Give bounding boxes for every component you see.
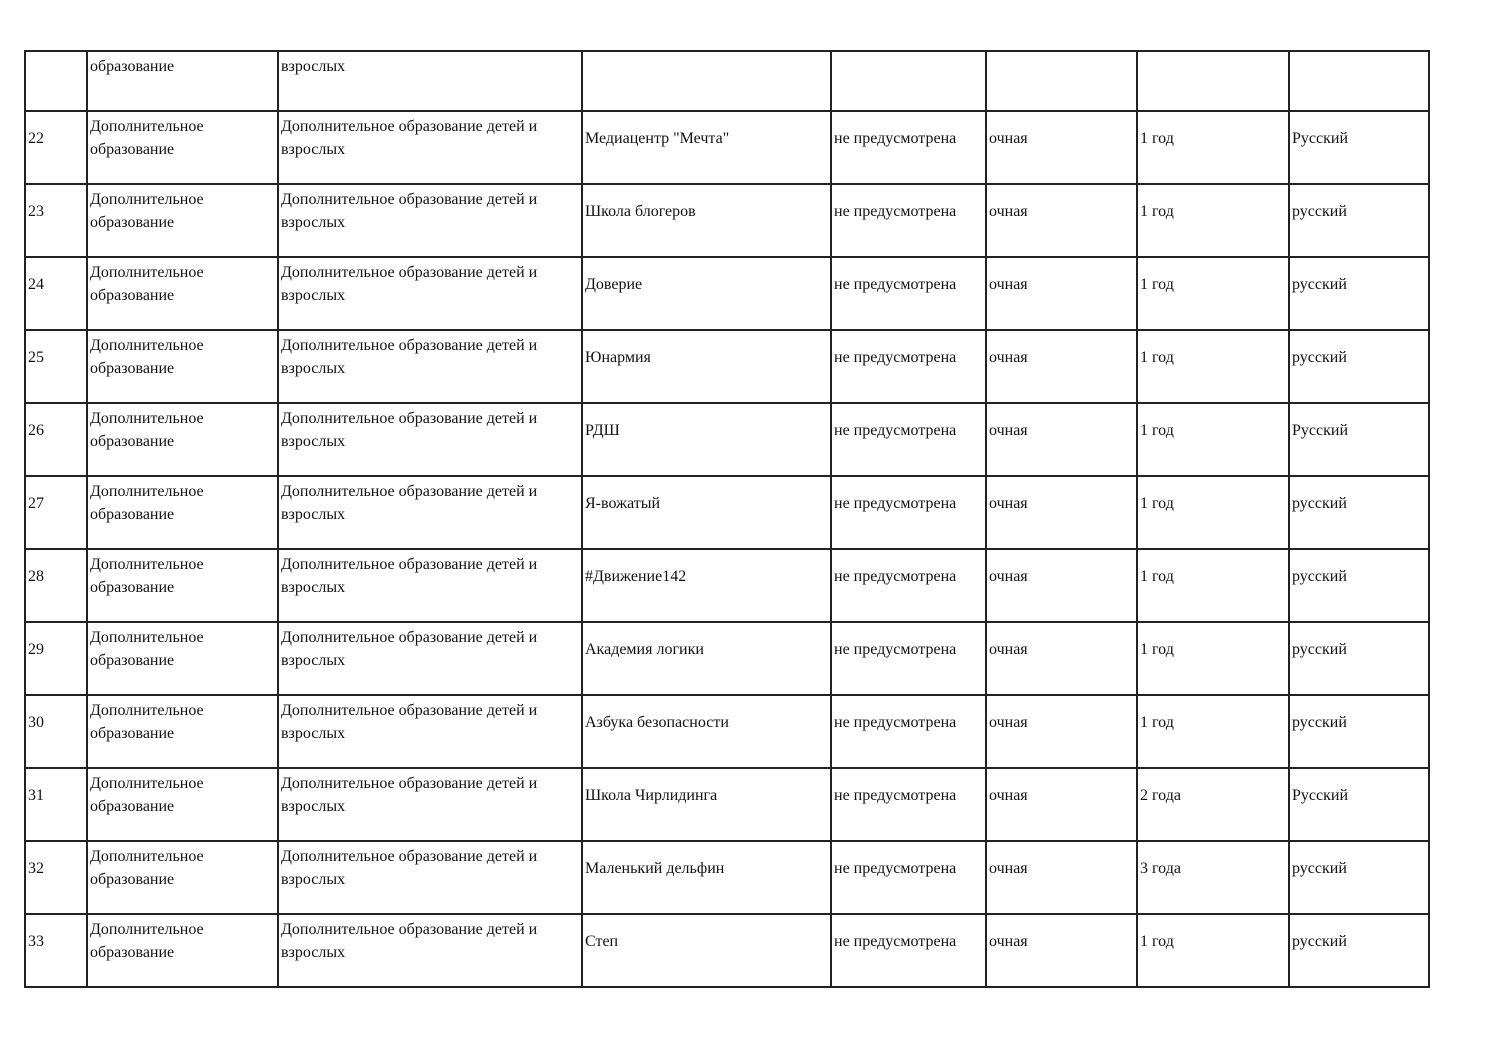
cell-number bbox=[25, 403, 87, 476]
cell-language bbox=[1289, 549, 1429, 622]
cell-program bbox=[582, 768, 831, 841]
cell-education-type: Дополнительное образование bbox=[87, 330, 278, 403]
cell-program-text: Юнармия bbox=[585, 349, 651, 366]
cell-program bbox=[582, 257, 831, 330]
cell-education-level: Дополнительное образование детей и взрослых bbox=[278, 184, 582, 257]
cell-term-text: 1 год bbox=[1140, 641, 1174, 658]
cell-education-level: Дополнительное образование детей и взрослых bbox=[278, 549, 582, 622]
cell-language-text: русский bbox=[1292, 568, 1347, 585]
cell-language bbox=[1289, 476, 1429, 549]
cell-form-text: очная bbox=[989, 495, 1028, 512]
cell-language bbox=[1289, 403, 1429, 476]
cell-education-type: Дополнительное образование bbox=[87, 622, 278, 695]
cell-education-type: Дополнительное образование bbox=[87, 549, 278, 622]
cell-program bbox=[582, 914, 831, 987]
cell-accreditation-text: не предусмотрена bbox=[834, 276, 957, 293]
cell-program bbox=[582, 476, 831, 549]
cell-program-text: Медиацентр "Мечта" bbox=[585, 130, 730, 147]
cell-form-text: очная bbox=[989, 568, 1028, 585]
cell-program bbox=[582, 841, 831, 914]
cell-number bbox=[25, 841, 87, 914]
cell-number-text: 22 bbox=[28, 130, 44, 147]
cell-term-text: 1 год bbox=[1140, 568, 1174, 585]
cell-language bbox=[1289, 51, 1429, 111]
cell-accreditation bbox=[831, 695, 986, 768]
table-row bbox=[25, 476, 1429, 549]
cell-number-text: 23 bbox=[28, 203, 44, 220]
table-row-continuation bbox=[25, 51, 1429, 111]
table-body bbox=[25, 51, 1429, 987]
cell-form bbox=[986, 51, 1137, 111]
cell-accreditation-text: не предусмотрена bbox=[834, 130, 957, 147]
cell-form bbox=[986, 841, 1137, 914]
cell-program bbox=[582, 330, 831, 403]
cell-accreditation-text: не предусмотрена bbox=[834, 787, 957, 804]
cell-education-level: Дополнительное образование детей и взрослых bbox=[278, 330, 582, 403]
cell-language-text: русский bbox=[1292, 349, 1347, 366]
cell-accreditation-text: не предусмотрена bbox=[834, 203, 957, 220]
cell-program bbox=[582, 51, 831, 111]
cell-number bbox=[25, 695, 87, 768]
cell-term-text: 1 год bbox=[1140, 495, 1174, 512]
cell-language-text: русский bbox=[1292, 641, 1347, 658]
cell-form bbox=[986, 403, 1137, 476]
cell-number bbox=[25, 768, 87, 841]
cell-term-text: 2 года bbox=[1140, 787, 1181, 804]
cell-program bbox=[582, 184, 831, 257]
cell-education-level: Дополнительное образование детей и взрослых bbox=[278, 622, 582, 695]
cell-language bbox=[1289, 111, 1429, 184]
cell-education-level: Дополнительное образование детей и взрослых bbox=[278, 403, 582, 476]
cell-number-text: 25 bbox=[28, 349, 44, 366]
cell-education-level: Дополнительное образование детей и взрослых bbox=[278, 257, 582, 330]
cell-number bbox=[25, 549, 87, 622]
cell-form bbox=[986, 476, 1137, 549]
cell-program bbox=[582, 403, 831, 476]
cell-form bbox=[986, 914, 1137, 987]
cell-program-text: Школа блогеров bbox=[585, 203, 696, 220]
cell-form-text: очная bbox=[989, 787, 1028, 804]
cell-form-text: очная bbox=[989, 422, 1028, 439]
cell-language-text: Русский bbox=[1292, 422, 1348, 439]
cell-education-type: Дополнительное образование bbox=[87, 184, 278, 257]
cell-form-text: очная bbox=[989, 130, 1028, 147]
cell-program-text: РДШ bbox=[585, 422, 620, 439]
cell-form bbox=[986, 622, 1137, 695]
cell-program-text: Степ bbox=[585, 933, 619, 950]
cell-term bbox=[1137, 111, 1289, 184]
cell-education-type: Дополнительное образование bbox=[87, 476, 278, 549]
cell-language bbox=[1289, 768, 1429, 841]
cell-language-text: Русский bbox=[1292, 787, 1348, 804]
cell-education-level: Дополнительное образование детей и взрослых bbox=[278, 914, 582, 987]
cell-language bbox=[1289, 841, 1429, 914]
cell-number-text: 27 bbox=[28, 495, 44, 512]
cell-accreditation bbox=[831, 111, 986, 184]
cell-language bbox=[1289, 257, 1429, 330]
cell-education-type: Дополнительное образование bbox=[87, 695, 278, 768]
cell-number bbox=[25, 51, 87, 111]
table-row bbox=[25, 257, 1429, 330]
cell-number-text: 28 bbox=[28, 568, 44, 585]
cell-term bbox=[1137, 51, 1289, 111]
cell-education-level: Дополнительное образование детей и взрослых bbox=[278, 476, 582, 549]
cell-term bbox=[1137, 622, 1289, 695]
cell-number-text: 29 bbox=[28, 641, 44, 658]
cell-term-text: 1 год bbox=[1140, 714, 1174, 731]
table-row bbox=[25, 403, 1429, 476]
cell-language bbox=[1289, 184, 1429, 257]
cell-term bbox=[1137, 695, 1289, 768]
table-row bbox=[25, 184, 1429, 257]
cell-accreditation-text: не предусмотрена bbox=[834, 568, 957, 585]
cell-accreditation bbox=[831, 476, 986, 549]
cell-term bbox=[1137, 841, 1289, 914]
cell-education-type: Дополнительное образование bbox=[87, 914, 278, 987]
cell-number bbox=[25, 914, 87, 987]
cell-term-text: 1 год bbox=[1140, 130, 1174, 147]
cell-accreditation-text: не предусмотрена bbox=[834, 422, 957, 439]
cell-language-text: русский bbox=[1292, 860, 1347, 877]
cell-form-text: очная bbox=[989, 276, 1028, 293]
cell-accreditation bbox=[831, 257, 986, 330]
cell-program-text: Я-вожатый bbox=[585, 495, 661, 512]
cell-education-level: Дополнительное образование детей и взрослых bbox=[278, 695, 582, 768]
cell-education-type: Дополнительное образование bbox=[87, 403, 278, 476]
table-row bbox=[25, 622, 1429, 695]
cell-accreditation-text: не предусмотрена bbox=[834, 495, 957, 512]
cell-program-text: Маленький дельфин bbox=[585, 860, 725, 877]
cell-language bbox=[1289, 914, 1429, 987]
table-row bbox=[25, 914, 1429, 987]
cell-form-text: очная bbox=[989, 641, 1028, 658]
cell-program bbox=[582, 622, 831, 695]
cell-term bbox=[1137, 330, 1289, 403]
cell-term-text: 1 год bbox=[1140, 203, 1174, 220]
table-row bbox=[25, 111, 1429, 184]
cell-accreditation bbox=[831, 841, 986, 914]
cell-number-text: 24 bbox=[28, 276, 44, 293]
cell-number-text: 33 bbox=[28, 933, 44, 950]
programs-table bbox=[24, 50, 1430, 988]
cell-number bbox=[25, 476, 87, 549]
cell-form bbox=[986, 549, 1137, 622]
cell-term bbox=[1137, 768, 1289, 841]
cell-education-level: Дополнительное образование детей и взрослых bbox=[278, 111, 582, 184]
table-row bbox=[25, 330, 1429, 403]
cell-number-text: 26 bbox=[28, 422, 44, 439]
cell-accreditation bbox=[831, 51, 986, 111]
cell-program-text: #Движение142 bbox=[585, 568, 687, 585]
cell-form bbox=[986, 695, 1137, 768]
cell-language bbox=[1289, 695, 1429, 768]
table-row bbox=[25, 841, 1429, 914]
cell-term bbox=[1137, 914, 1289, 987]
cell-accreditation-text: не предусмотрена bbox=[834, 860, 957, 877]
cell-education-type: Дополнительное образование bbox=[87, 257, 278, 330]
cell-program-text: Азбука безопасности bbox=[585, 714, 729, 731]
cell-education-level: взрослых bbox=[278, 51, 582, 111]
cell-number-text: 30 bbox=[28, 714, 44, 731]
cell-number bbox=[25, 111, 87, 184]
cell-term bbox=[1137, 257, 1289, 330]
cell-education-type: Дополнительное образование bbox=[87, 111, 278, 184]
cell-accreditation bbox=[831, 768, 986, 841]
cell-program bbox=[582, 549, 831, 622]
cell-form bbox=[986, 768, 1137, 841]
cell-program-text: Доверие bbox=[585, 276, 643, 293]
cell-education-type: Дополнительное образование bbox=[87, 841, 278, 914]
cell-accreditation bbox=[831, 622, 986, 695]
cell-number-text: 32 bbox=[28, 860, 44, 877]
cell-accreditation-text: не предусмотрена bbox=[834, 641, 957, 658]
cell-term bbox=[1137, 184, 1289, 257]
cell-language-text: русский bbox=[1292, 933, 1347, 950]
cell-accreditation bbox=[831, 184, 986, 257]
cell-language-text: русский bbox=[1292, 495, 1347, 512]
cell-language-text: русский bbox=[1292, 714, 1347, 731]
cell-form-text: очная bbox=[989, 933, 1028, 950]
cell-program bbox=[582, 111, 831, 184]
cell-education-type: Дополнительное образование bbox=[87, 768, 278, 841]
cell-education-level: Дополнительное образование детей и взрослых bbox=[278, 768, 582, 841]
table-row bbox=[25, 549, 1429, 622]
cell-form bbox=[986, 257, 1137, 330]
cell-accreditation-text: не предусмотрена bbox=[834, 714, 957, 731]
cell-language bbox=[1289, 622, 1429, 695]
cell-program-text: Академия логики bbox=[585, 641, 704, 658]
cell-language-text: Русский bbox=[1292, 130, 1348, 147]
cell-accreditation bbox=[831, 549, 986, 622]
cell-accreditation bbox=[831, 914, 986, 987]
cell-term-text: 1 год bbox=[1140, 422, 1174, 439]
cell-number bbox=[25, 330, 87, 403]
cell-form bbox=[986, 330, 1137, 403]
cell-term-text: 1 год bbox=[1140, 933, 1174, 950]
cell-language-text: русский bbox=[1292, 203, 1347, 220]
cell-accreditation-text: не предусмотрена bbox=[834, 349, 957, 366]
cell-program bbox=[582, 695, 831, 768]
cell-term-text: 1 год bbox=[1140, 276, 1174, 293]
cell-form bbox=[986, 111, 1137, 184]
cell-form bbox=[986, 184, 1137, 257]
cell-language bbox=[1289, 330, 1429, 403]
cell-education-level: Дополнительное образование детей и взрослых bbox=[278, 841, 582, 914]
cell-language-text: русский bbox=[1292, 276, 1347, 293]
table-row bbox=[25, 695, 1429, 768]
cell-term-text: 3 года bbox=[1140, 860, 1181, 877]
cell-number bbox=[25, 257, 87, 330]
cell-form-text: очная bbox=[989, 860, 1028, 877]
cell-number-text: 31 bbox=[28, 787, 44, 804]
cell-form-text: очная bbox=[989, 349, 1028, 366]
cell-accreditation bbox=[831, 403, 986, 476]
cell-term-text: 1 год bbox=[1140, 349, 1174, 366]
cell-education-type: образование bbox=[87, 51, 278, 111]
cell-term bbox=[1137, 549, 1289, 622]
cell-term bbox=[1137, 403, 1289, 476]
table-row bbox=[25, 768, 1429, 841]
cell-program-text: Школа Чирлидинга bbox=[585, 787, 718, 804]
cell-accreditation-text: не предусмотрена bbox=[834, 933, 957, 950]
cell-number bbox=[25, 622, 87, 695]
cell-form-text: очная bbox=[989, 714, 1028, 731]
cell-form-text: очная bbox=[989, 203, 1028, 220]
cell-term bbox=[1137, 476, 1289, 549]
cell-number bbox=[25, 184, 87, 257]
cell-accreditation bbox=[831, 330, 986, 403]
